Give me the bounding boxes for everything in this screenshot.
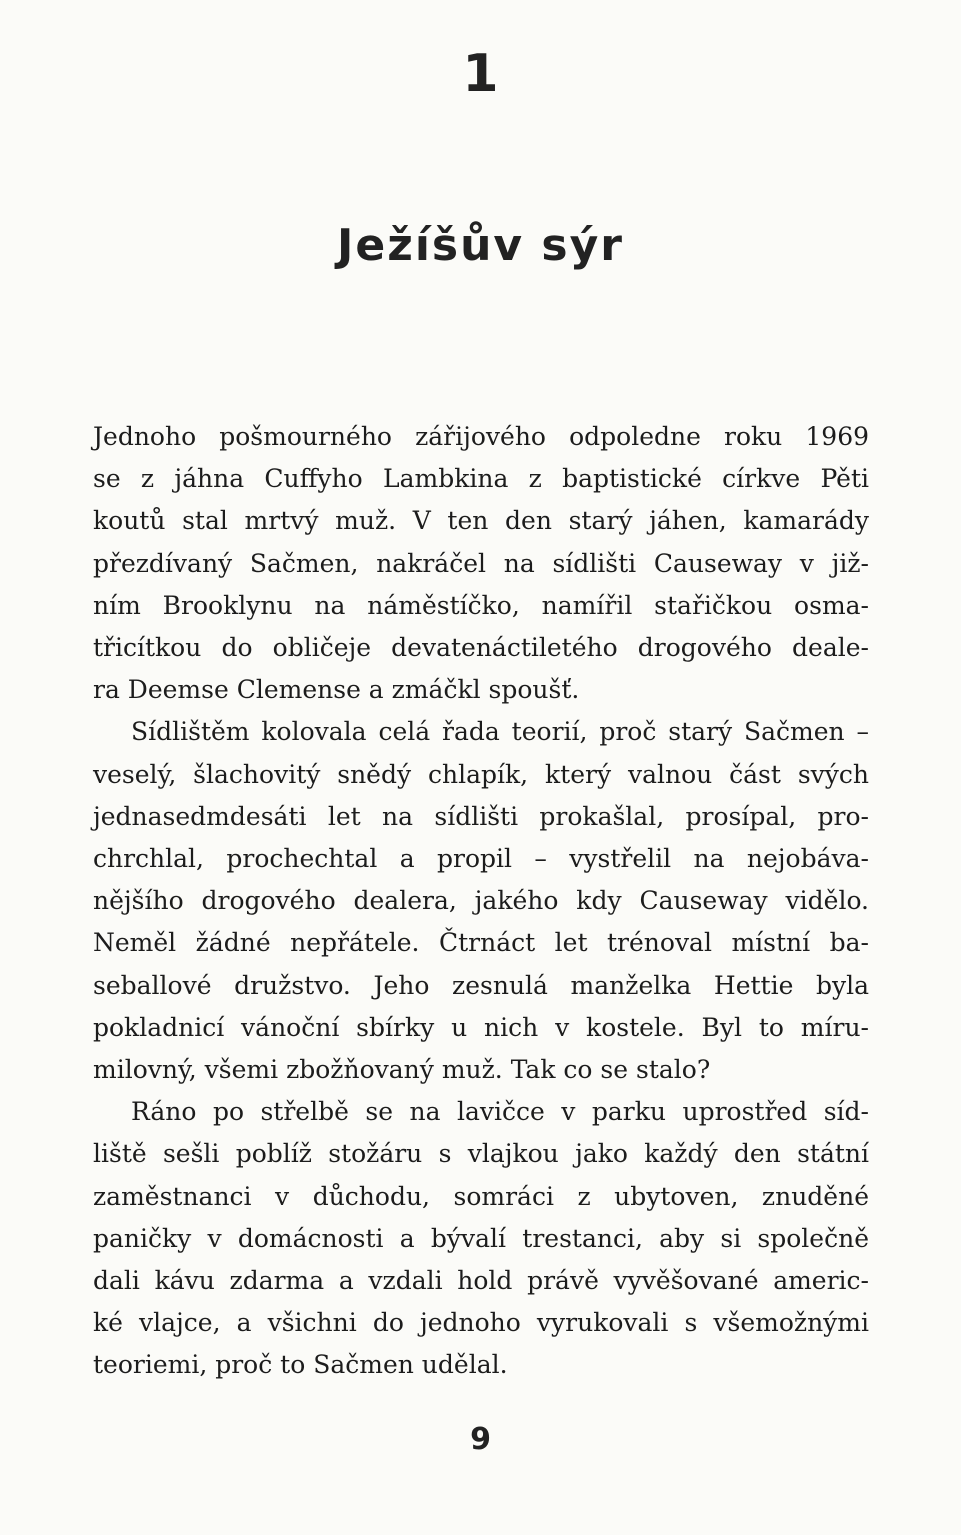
- chapter-number: 1: [462, 44, 499, 104]
- text-line: Jednoho pošmourného zářijového odpoledne roku 1969: [93, 422, 869, 451]
- text-line: ké vlajce, a všichni do jednoho vyrukovali s všemožnými: [93, 1308, 869, 1338]
- paragraph-2: [93, 711, 869, 1091]
- paragraph-1: [93, 416, 869, 711]
- text-line: ním Brooklynu na náměstíčko, namířil stařičkou osma-: [93, 590, 869, 620]
- text-line: dali kávu zdarma a vzdali hold právě vyvěšované americ-: [93, 1266, 869, 1296]
- text-line: milovný, všemi zbožňovaný muž. Tak co se stalo?: [93, 1055, 711, 1085]
- text-line: jednasedmdesáti let na sídlišti prokašlal, prosípal, pro-: [93, 801, 869, 831]
- text-line: paničky v domácnosti a bývalí trestanci, aby si společně: [93, 1223, 869, 1253]
- paragraph-3: [93, 1091, 869, 1386]
- text-line: chrchlal, prochechtal a propil – vystřelil na nejobáva-: [93, 844, 869, 874]
- text-line: se z jáhna Cuffyho Lambkina z baptistické církve Pěti: [93, 464, 869, 494]
- text-line: veselý, šlachovitý snědý chlapík, který valnou část svých: [93, 759, 869, 789]
- text-line: Neměl žádné nepřátele. Čtrnáct let trénoval místní ba-: [93, 928, 869, 958]
- text-line: Ráno po střelbě se na lavičce v parku uprostřed síd-: [131, 1097, 869, 1127]
- text-line: ra Deemse Clemense a zmáčkl spoušť.: [93, 675, 580, 705]
- text-line: třicítkou do obličeje devatenáctiletého drogového deale-: [93, 633, 869, 663]
- text-line: Sídlištěm kolovala celá řada teorií, proč starý Sačmen –: [131, 717, 869, 747]
- text-line: přezdívaný Sačmen, nakráčel na sídlišti Causeway v již-: [93, 548, 869, 578]
- text-line: seballové družstvo. Jeho zesnulá manželka Hettie byla: [93, 970, 869, 1000]
- body-text: [93, 416, 869, 1387]
- text-line: teoriemi, proč to Sačmen udělal.: [93, 1350, 508, 1380]
- text-line: liště sešli poblíž stožáru s vlajkou jako každý den státní: [93, 1139, 869, 1169]
- text-line: nějšího drogového dealera, jakého kdy Causeway vidělo.: [93, 886, 869, 916]
- page-number: 9: [470, 1422, 491, 1457]
- text-line: pokladnicí vánoční sbírky u nich v kostele. Byl to míru-: [93, 1012, 869, 1042]
- chapter-title: Ježíšův sýr: [337, 220, 624, 271]
- text-line: koutů stal mrtvý muž. V ten den starý jáhen, kamarády: [93, 506, 869, 536]
- text-line: zaměstnanci v důchodu, somráci z ubytoven, znuděné: [93, 1181, 869, 1211]
